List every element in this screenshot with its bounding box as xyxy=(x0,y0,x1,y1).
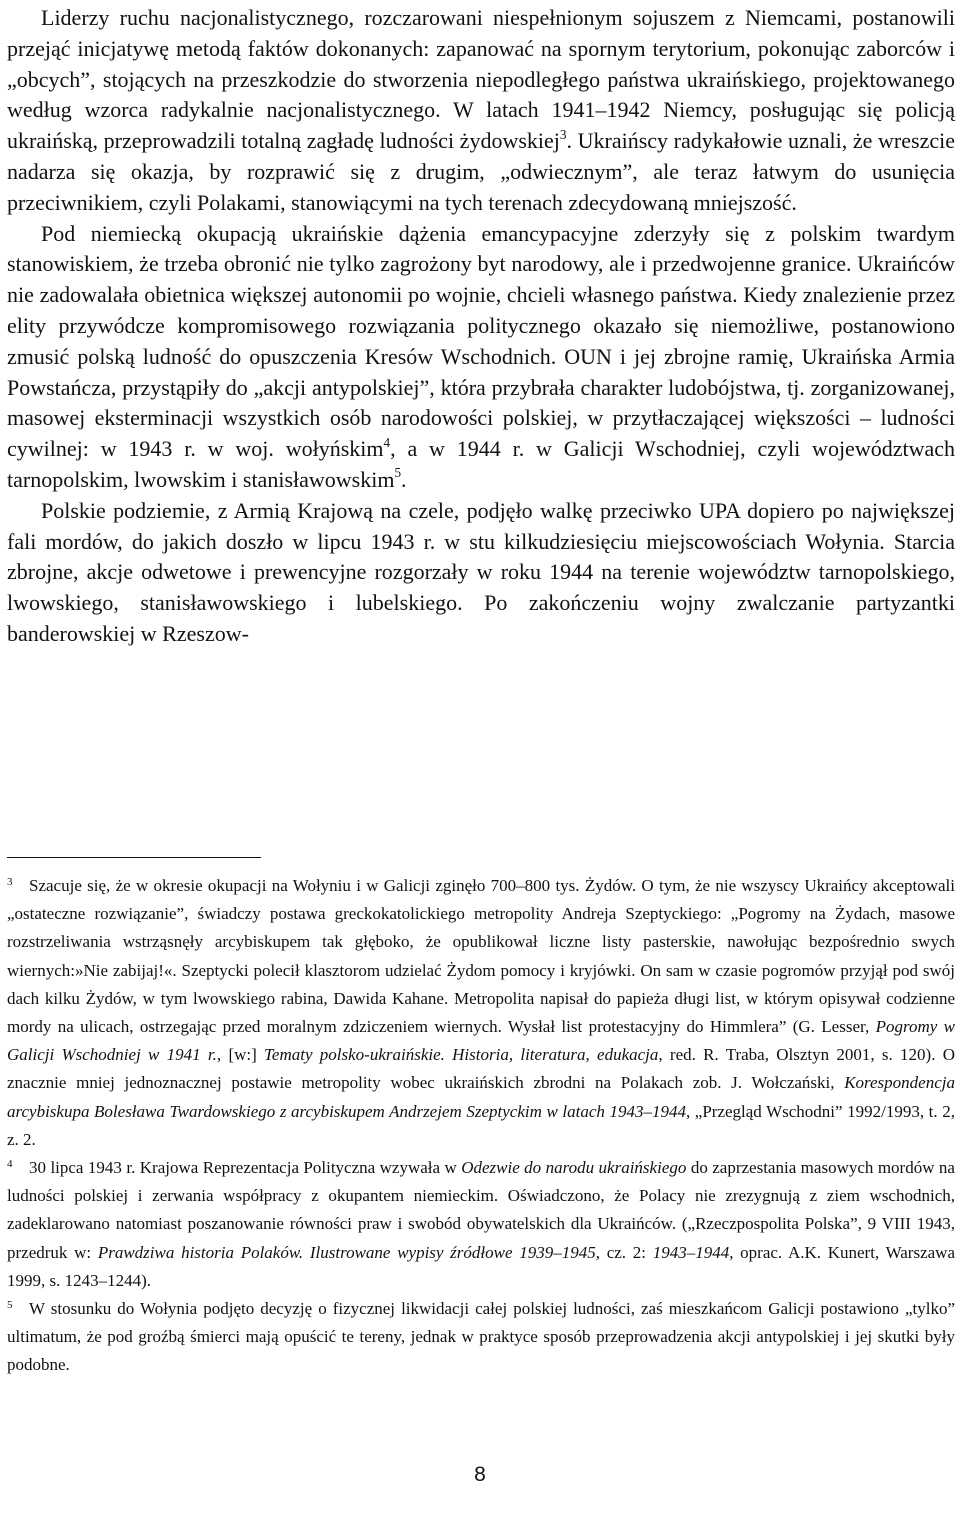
footnote-text: W stosunku do Wołynia podjęto decyzję o fizycznej likwidacji całej polskiej ludności, zaś mieszkańcom Galicji postawiono „tylko” ultimatum, że pod groźbą śmierci mają opuścić te tereny, jednak w praktyce sposób przeprowadzenia akcji antypolskiej i jej skutki były podobne. xyxy=(7,1299,955,1375)
footnote-5 xyxy=(7,1295,955,1380)
footnote-title-italic: Pogromy w Galicji Wschodniej w 1941 r. xyxy=(7,1017,955,1065)
footnote-text: do zaprzestania masowych mordów na ludności polskiej i zerwania współpracy z okupantem niemieckim. Oświadczono, że Polacy nie zrezygnują z ziem wschodnich, zadeklarowano natomiast poszanowanie równości praw i swobód obywatelskich dla Ukraińców. („Rzeczpospolita Polska”, 9 VIII 1943, przedruk w: xyxy=(7,1158,955,1262)
footnote-ref-3[interactable]: 3 xyxy=(559,126,567,142)
footnote-ref-5[interactable]: 5 xyxy=(394,465,402,481)
footnotes xyxy=(7,872,955,1380)
paragraph-1 xyxy=(7,3,955,219)
paragraph-1-text-b: . Ukraińscy radykałowie uznali, że wreszcie nadarza się okazja, by rozprawić się z drugim, „odwiecznym”, ale teraz łatwym do usunięcia przeciwnikiem, czyli Polakami, stanowiącymi na tych terenach zdecydowaną mniejszość. xyxy=(7,128,955,215)
main-text xyxy=(7,3,955,650)
footnote-3 xyxy=(7,872,955,1154)
footnote-number: 3 xyxy=(7,876,13,888)
footnote-title-italic: Odezwie do narodu ukraińskiego xyxy=(461,1158,687,1178)
footnote-title-italic: 1943–1944 xyxy=(652,1242,730,1262)
footnote-title-italic: Tematy polsko-ukraińskie. Historia, literatura, edukacja xyxy=(264,1045,659,1065)
footnote-separator xyxy=(7,857,261,858)
footnote-text: , oprac. A.K. Kunert, Warszawa 1999, s. 1243–1244). xyxy=(7,1242,955,1290)
paragraph-2-text-c: . xyxy=(401,466,407,492)
paragraph-2 xyxy=(7,219,955,496)
footnote-number: 4 xyxy=(7,1158,13,1171)
footnote-4 xyxy=(7,1154,955,1295)
footnote-title-italic: Prawdziwa historia Polaków. Ilustrowane wypisy źródłowe 1939–1945 xyxy=(97,1242,596,1262)
footnote-number: 5 xyxy=(7,1299,13,1312)
footnote-title-italic: Korespondencja arcybiskupa Bolesława Twardowskiego z arcybiskupem Andrzejem Szeptyckim w latach 1943–1944 xyxy=(7,1073,955,1121)
paragraph-3: Polskie podziemie, z Armią Krajową na czele, podjęło walkę przeciwko UPA dopiero po największej fali mordów, do jakich doszło w lipcu 1943 r. w stu kilkudziesięciu miejscowościach Wołynia. Starcia zbrojne, akcje odwetowe i prewencyjne rozgorzały w roku 1944 na terenie województw tarnopolskiego, lwowskiego, stanisławowskiego i lubelskiego. Po zakończeniu wojny zwalczanie partyzantki banderowskiej w Rzeszow- xyxy=(7,497,955,646)
footnote-ref-4[interactable]: 4 xyxy=(383,434,391,450)
footnote-text: , cz. 2: xyxy=(595,1242,653,1262)
footnote-text: , [w:] xyxy=(216,1045,265,1065)
paragraph-2-text-b: , a w 1944 r. w Galicji Wschodniej, czyli województwach tarnopolskim, lwowskim i stanisławowskim xyxy=(7,436,955,492)
page-number: 8 xyxy=(474,1463,486,1486)
paragraph-1-text-a: Liderzy ruchu nacjonalistycznego, rozczarowani niespełnionym sojuszem z Niemcami, postanowili przejąć inicjatywę metodą faktów dokonanych: zapanować na spornym terytorium, pokonując zaborców i „obcych”, stojących na przeszkodzie do stworzenia niepodległego państwa ukraińskiego, projektowanego według wzorca radykalnie nacjonalistycznego. W latach 1941–1942 Niemcy, posługując się policją ukraińską, przeprowadzili totalną zagładę ludności żydowskiej xyxy=(7,5,955,154)
paragraph-2-text-a: Pod niemiecką okupacją ukraińskie dążenia emancypacyjne zderzyły się z polskim twardym stanowiskiem, że trzeba obronić nie tylko zagrożony byt narodowy, ale i przedwojenne granice. Ukraińców nie zadowalała obietnica większej autonomii po wojnie, chcieli własnego państwa. Kiedy znalezienie przez elity przywódcze kompromisowego rozwiązania politycznego okazało się niemożliwe, postanowiono zmusić polską ludność do opuszczenia Kresów Wschodnich. OUN i jej zbrojne ramię, Ukraińska Armia Powstańcza, przystąpiły do „akcji antypolskiej”, która przybrała charakter ludobójstwa, tj. zorganizowanej, masowej eksterminacji wszystkich osób narodowości polskiej, w przytłaczającej większości – ludności cywilnej: w 1943 r. w woj. wołyńskim xyxy=(7,220,955,462)
footnote-text: , red. R. Traba, Olsztyn 2001, s. 120). O znacznie mniej jednoznacznej postawie metropolity wobec ukraińskich zbrodni na Polakach zob. J. Wołczański, xyxy=(7,1045,955,1093)
footnote-text: Szacuje się, że w okresie okupacji na Wołyniu i w Galicji zginęło 700–800 tys. Żydów. O tym, że nie wszyscy Ukraińcy akceptowali „ostateczne rozwiązanie”, świadczy postawa greckokatolickiego metropolity Andreja Szeptyckiego: „Pogromy na Żydach, masowe rozstrzeliwania wstrząsnęły arcybiskupem tak głęboko, że opublikował liczne listy pasterskie, nawołując bezpośrednio swych wiernych:»Nie zabijaj!«. Szeptycki polecił klasztorom udzielać Żydom pomocy i kryjówki. On sam w czasie pogromów przyjął pod swój dach kilku Żydów, w tym lwowskiego rabina, Dawida Kahane. Metropolita napisał do papieża długi list, w którym opisywał codzienne mordy na ulicach, ostrzegając przed moralnym zdziczeniem wiernych. Wysłał list protestacyjny do Himmlera” (G. Lesser, xyxy=(7,876,955,1037)
footnote-text: , „Przegląd Wschodni” 1992/1993, t. 2, z. 2. xyxy=(7,1101,955,1149)
footnote-text: 30 lipca 1943 r. Krajowa Reprezentacja Polityczna wzywała w xyxy=(29,1158,462,1178)
